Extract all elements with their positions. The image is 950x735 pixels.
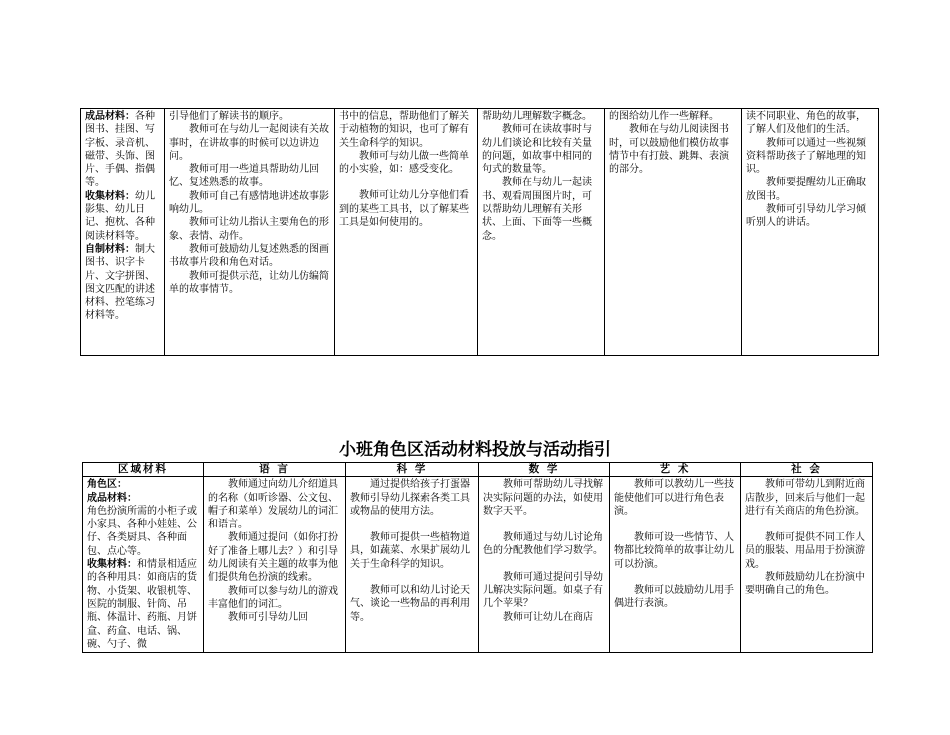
paragraph: 教师在与幼儿一起读书、观看周围图片时，可以帮助幼儿理解有关形状、上面、下面等一些概念。 (482, 177, 592, 242)
paragraph: 教师可与幼儿做一些简单的小实验，如：感受变化。 (339, 150, 469, 176)
math-cell (478, 109, 605, 356)
collected-materials-text: 和情景相适应的各种用具：如商店的货物、小货架、收银机等、医院的制服、针筒、吊瓶、体温计、药瓶、月饼盒、药盒、电话、锅、碗、勺子、微 (87, 559, 197, 650)
collected-materials-label: 收集材料： (85, 190, 135, 202)
paragraph: 教师可以鼓励幼儿用手偶进行表演。 (614, 585, 734, 610)
table-row (81, 109, 879, 356)
paragraph: 教师可带幼儿到附近商店散步，回来后与他们一起进行有关商店的角色扮演。 (745, 479, 865, 517)
language-cell (165, 109, 335, 356)
paragraph: 教师通过向幼儿介绍道具的名称（如听诊器、公文包、帽子和菜单）发展幼儿的词汇和语言。 (208, 479, 338, 531)
paragraph: 书中的信息，帮助他们了解关于动植物的知识，也可了解有关生命科学的知识。 (339, 111, 469, 149)
materials-cell (83, 477, 204, 653)
paragraph: 帮助幼儿理解数字概念。 (482, 111, 592, 122)
header-science: 科 学 (346, 463, 479, 477)
table-row (83, 477, 873, 653)
paragraph: 的图给幼儿作一些解释。 (609, 111, 719, 122)
finished-materials-text: 各种图书、挂图、写字板、录音机、磁带、头饰、图片、手偶、指偶等。 (85, 111, 155, 189)
finished-materials-label: 成品材料： (85, 111, 135, 122)
paragraph: 教师可以教幼儿一些技能使他们可以进行角色表演。 (614, 479, 734, 517)
header-language: 语 言 (204, 463, 346, 477)
paragraph: 教师可在读故事时与幼儿们谈论和比较有关量的问题，如故事中相同的句式的数量等。 (482, 124, 592, 176)
paragraph: 通过提供给孩子打蛋器教师引导幼儿探索各类工具或物品的使用方法。 (350, 479, 470, 517)
paragraph: 教师可以参与幼儿的游戏丰富他们的词汇。 (208, 585, 338, 610)
paragraph: 教师可用一些道具帮助幼儿回忆、复述熟悉的故事。 (169, 164, 319, 189)
paragraph: 引导他们了解读书的顺序。 (169, 111, 289, 122)
role-area-label: 角色区： (87, 479, 127, 491)
header-art: 艺 术 (610, 463, 741, 477)
header-math: 数 学 (479, 463, 610, 477)
paragraph: 教师通过与幼儿讨论角色的分配教他们学习数学。 (483, 532, 603, 557)
finished-materials-text: 角色扮演所需的小柜子或小家具、各种小娃娃、公仔、各类厨具、各种面包、点心等。 (87, 505, 197, 557)
finished-materials-label: 成品材料： (87, 492, 137, 504)
collected-materials-text: 幼儿影集、幼儿日记、抱枕、各种阅读材料等。 (85, 190, 155, 242)
paragraph: 教师可以通过一些视频资料帮助孩子了解地理的知识。 (746, 137, 866, 176)
top-activity-table (80, 108, 879, 356)
header-area-materials: 区域材料 (83, 463, 204, 477)
language-cell (204, 477, 346, 653)
paragraph: 教师可提供示范，让幼儿仿编简单的故事情节。 (169, 270, 329, 295)
paragraph: 教师可鼓励幼儿复述熟悉的图画书故事片段和角色对话。 (169, 243, 329, 269)
paragraph: 教师可让幼儿分享他们看到的某些工具书，以了解某些工具是如何使用的。 (339, 190, 469, 229)
table-header-row (83, 463, 873, 477)
paragraph: 教师可让幼儿指认主要角色的形象、表情、动作。 (169, 217, 329, 242)
art-cell (610, 477, 741, 653)
materials-cell (81, 109, 165, 356)
paragraph: 教师要提醒幼儿正确取放图书。 (746, 177, 866, 202)
paragraph: 教师可设一些情节、人物都比较简单的故事让幼儿可以扮演。 (614, 532, 734, 570)
collected-materials-label: 收集材料： (87, 559, 137, 571)
art-cell (605, 109, 742, 356)
paragraph: 教师可引导幼儿学习倾听别人的讲话。 (746, 204, 866, 229)
paragraph: 教师通过提问（如你打扮好了准备上哪儿去？）和引导幼儿阅读有关主题的故事为他们提供角色扮演的线索。 (208, 532, 338, 584)
paragraph: 教师可帮助幼儿寻找解决实际问题的办法，如使用数字天平。 (483, 479, 603, 517)
paragraph: 教师鼓励幼儿在扮演中要明确自己的角色。 (745, 572, 865, 597)
header-society: 社 会 (741, 463, 873, 477)
paragraph: 教师可以和幼儿讨论天气、谈论一些物品的再利用等。 (350, 585, 470, 623)
science-cell (346, 477, 479, 653)
paragraph: 教师可通过提问引导幼儿解决实际问题。如桌子有几个苹果？ (483, 571, 603, 610)
paragraph: 教师可在与幼儿一起阅读有关故事时，在讲故事的时候可以边讲边问。 (169, 124, 329, 162)
society-cell (742, 109, 879, 356)
homemade-materials-label: 自制材料： (85, 243, 135, 255)
paragraph: 教师可提供一些植物道具，如蔬菜、水果扩展幼儿关于生命科学的知识。 (350, 532, 470, 570)
homemade-materials-text: 制大图书、识字卡片、文字拼图、图文匹配的讲述材料、控笔练习材料等。 (85, 243, 155, 322)
society-cell (741, 477, 873, 653)
math-cell (479, 477, 610, 653)
paragraph: 教师可提供不同工作人员的服装、用品用于扮演游戏。 (745, 532, 865, 570)
paragraph: 教师可引导幼儿回 (228, 612, 308, 624)
science-cell (335, 109, 478, 356)
paragraph: 教师可自己有感情地讲述故事影响幼儿。 (169, 190, 329, 216)
paragraph: 教师可让幼儿在商店 (503, 611, 593, 623)
paragraph: 读不同职业、角色的故事，了解人们及他们的生活。 (746, 111, 866, 136)
role-area-table (82, 462, 873, 653)
paragraph: 教师在与幼儿阅读图书时，可以鼓励他们模仿故事情节中有打鼓、跳舞、表演的部分。 (609, 124, 729, 176)
page-title: 小班角色区活动材料投放与活动指引 (339, 440, 611, 460)
